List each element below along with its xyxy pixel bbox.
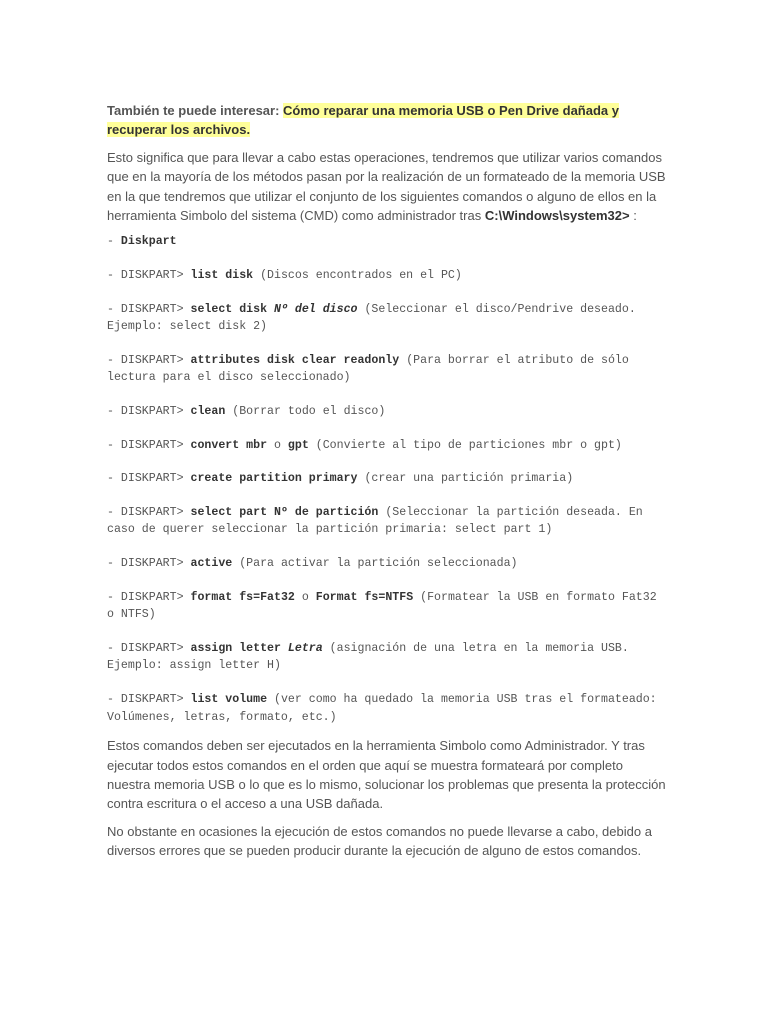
command-name: create partition primary	[190, 472, 358, 486]
command-prefix: - DISKPART>	[107, 590, 191, 604]
command-name: select part Nº de partición	[190, 505, 379, 519]
command-name: list disk	[190, 269, 254, 283]
command-description: (Discos encontrados en el PC)	[253, 269, 462, 283]
command-name: Diskpart	[120, 235, 177, 249]
command-select-disk	[107, 301, 667, 336]
article-body	[107, 101, 667, 869]
command-prefix: - DISKPART>	[107, 505, 191, 519]
command-description: (Para activar la partición seleccionada)	[232, 556, 518, 570]
command-description: (Seleccionar el disco/Pendrive deseado. Ejemplo: select disk 2)	[107, 302, 643, 334]
related-article-link[interactable]: Cómo reparar una memoria USB o Pen Drive dañada y recuperar los archivos.	[107, 103, 619, 138]
command-list-volume	[107, 691, 667, 726]
command-or: o	[294, 590, 316, 604]
command-list-disk	[107, 267, 667, 285]
command-name: format fs=Fat32	[190, 590, 295, 604]
system32-path: C:\Windows\system32>	[484, 208, 630, 224]
command-name: convert mbr	[190, 438, 268, 452]
command-assign-letter	[107, 640, 667, 675]
command-attributes-clear	[107, 352, 667, 387]
command-create-partition	[107, 470, 667, 488]
command-description: (Borrar todo el disco)	[225, 405, 386, 418]
closing-paragraph: No obstante en ocasiones la ejecución de estos comandos no puede llevarse a cabo, debido a diversos errores que se pueden producir durante la ejecución de alguno de estos comandos.	[107, 823, 652, 859]
command-or: o	[267, 438, 288, 452]
command-description: (ver como ha quedado la memoria USB tras el formateado: Volúmenes, letras, formato, etc.)	[107, 692, 664, 724]
command-convert	[107, 437, 667, 455]
command-description: (Convierte al tipo de particiones mbr o gpt)	[308, 438, 622, 452]
command-diskpart	[107, 233, 667, 251]
command-format	[107, 589, 667, 624]
command-name: select disk	[190, 302, 274, 316]
command-active	[107, 555, 667, 573]
intro-paragraph-text: Esto significa que para llevar a cabo estas operaciones, tendremos que utilizar varios comandos que en la mayoría de los métodos pasan por la realización de un formateado de la memoria USB en la que tendremos que utilizar el conjunto de los siguientes comandos o alguno de ellos en la herramienta Simbolo del sistema (CMD) como administrador tras	[107, 149, 666, 224]
command-prefix: - DISKPART>	[107, 405, 191, 418]
command-prefix: - DISKPART>	[107, 353, 191, 367]
command-prefix: - DISKPART>	[107, 302, 191, 316]
command-description: (Formatear la USB en formato Fat32 o NTFS)	[107, 590, 664, 622]
command-name-alt: gpt	[287, 438, 309, 452]
command-prefix: - DISKPART>	[107, 641, 191, 655]
command-clean	[107, 403, 667, 421]
command-name: active	[190, 556, 233, 570]
command-name: assign letter	[190, 641, 288, 655]
command-description: (asignación de una letra en la memoria USB. Ejemplo: assign letter H)	[107, 641, 636, 673]
command-prefix: - DISKPART>	[107, 556, 191, 570]
related-label: También te puede interesar:	[107, 103, 280, 118]
command-argument: Nº del disco	[274, 302, 358, 316]
command-description: (Seleccionar la partición deseada. En caso de querer seleccionar la partición primaria: select part 1)	[107, 505, 650, 537]
related-article-line	[107, 101, 667, 140]
command-name: attributes disk clear readonly	[190, 353, 400, 367]
command-prefix: -	[107, 235, 121, 249]
conclusion-paragraph: Estos comandos deben ser ejecutados en la herramienta Simbolo como Administrador. Y tras ejecutar todos estos comandos en el orden que aquí se muestra formateará por completo nuestra memoria USB o lo que es lo mismo, solucionar los problemas que presenta la protección contra escritura o el acceso a una USB dañada.	[107, 738, 666, 812]
command-list	[107, 233, 667, 726]
command-prefix: - DISKPART>	[107, 472, 191, 486]
command-argument: Letra	[287, 641, 323, 655]
command-prefix: - DISKPART>	[107, 438, 191, 452]
intro-paragraph-tail: :	[629, 208, 637, 224]
command-name: clean	[190, 405, 226, 418]
command-description: (crear una partición primaria)	[357, 472, 574, 486]
command-name-alt: Format fs=NTFS	[315, 590, 414, 604]
command-prefix: - DISKPART>	[107, 692, 191, 706]
command-prefix: - DISKPART>	[107, 269, 191, 283]
command-description: (Para borrar el atributo de sólo lectura para el disco seleccionado)	[107, 353, 636, 385]
command-select-part	[107, 504, 667, 539]
command-name: list volume	[190, 692, 268, 706]
intro-paragraph	[107, 148, 667, 226]
